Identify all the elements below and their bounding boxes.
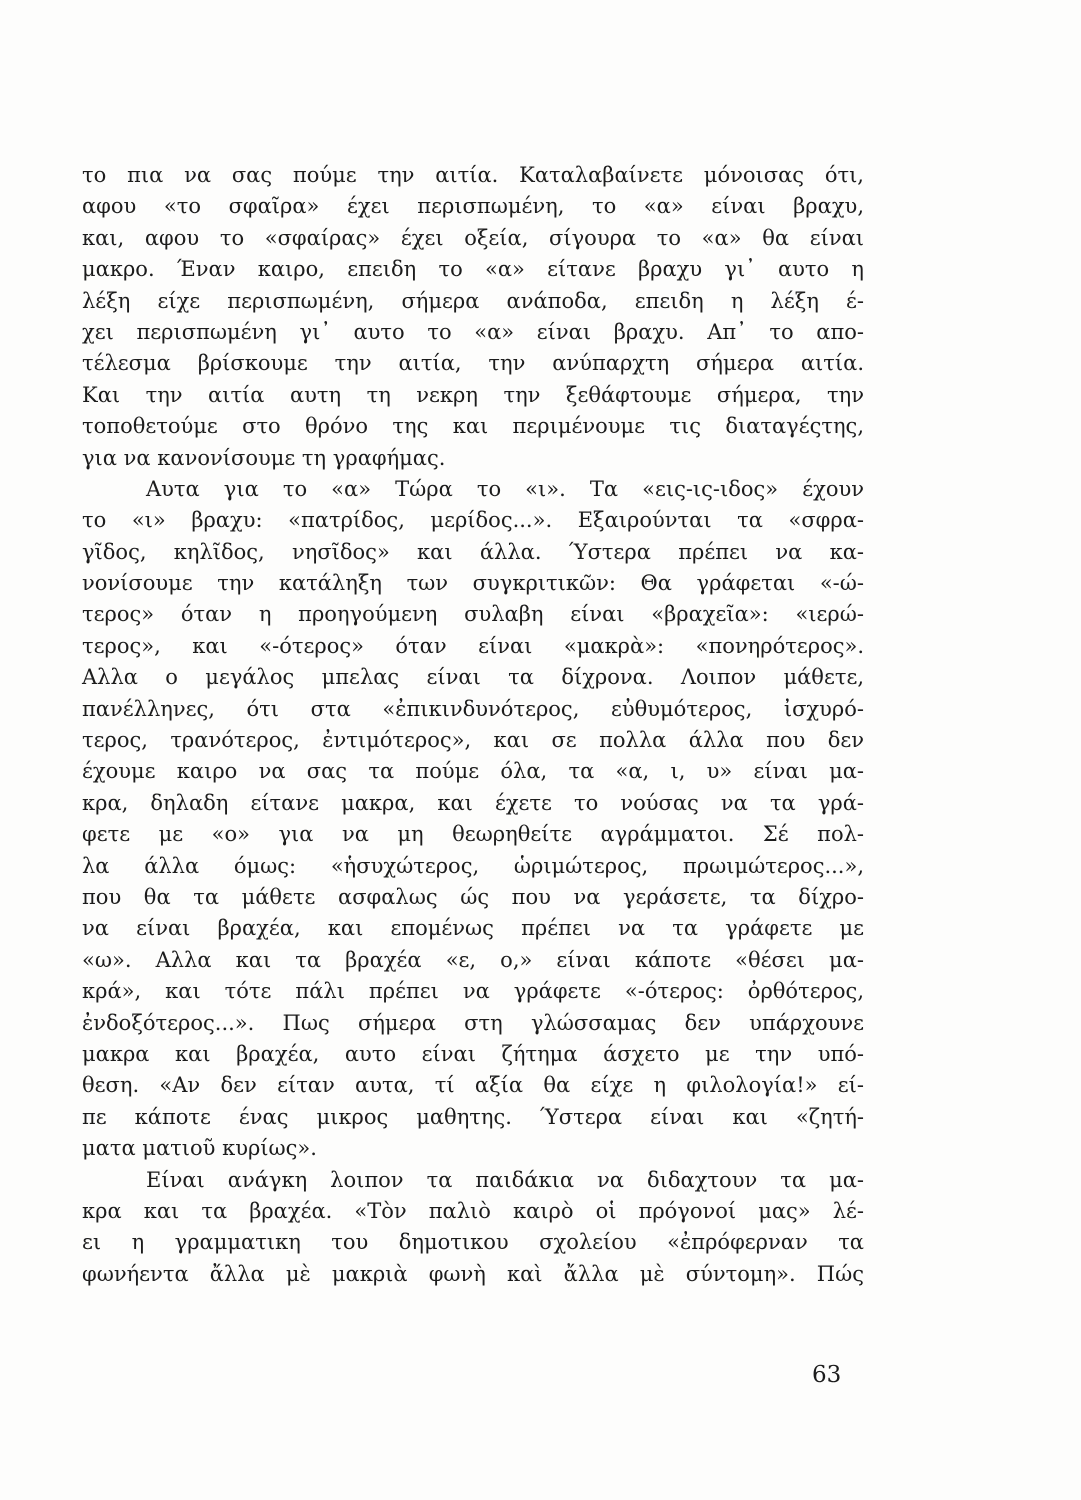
text-line: πανέλληνες, ότι στα «ἐπικινδυνότερος, εὐθυμότερος, ἰσχυρό- [82, 696, 864, 721]
text-line: το πια να σας πούμε την αιτία. Καταλαβαίνετε μόνοισας ότι, [82, 163, 864, 187]
text-line: θεση. «Αν δεν είταν αυτα, τί αξία θα είχε η φιλολογία!» εί- [82, 1073, 864, 1098]
text-line: πε κάποτε ένας μικρος μαθητης. Ύστερα είναι και «ζητή- [82, 1104, 864, 1129]
text-line: χει περισπωμένη γι᾿ αυτο το «α» είναι βραχυ. Απ᾿ το απο- [82, 319, 864, 344]
text-line: και, αφου το «σφαίρας» έχει οξεία, σίγουρα το «α» θα είναι [82, 225, 864, 250]
text-line: φετε με «ο» για να μη θεωρηθείτε αγράμματοι. Σέ πολ- [82, 822, 864, 847]
text-line: μακρα και βραχέα, αυτο είναι ζήτημα άσχετο με την υπό- [82, 1041, 864, 1066]
paragraph-start-line: Αυτα για το «α» Τώρα το «ι». Τα «εις-ις-ιδος» έχουν [146, 476, 864, 501]
text-line: λέξη είχε περισπωμένη, σήμερα ανάποδα, επειδη η λέξη έ- [82, 288, 864, 313]
text-line: κρα, δηλαδη είτανε μακρα, και έχετε το νούσας να τα γρά- [82, 790, 864, 815]
text-line: για να κανονίσουμε τη γραφήμας. [82, 445, 446, 470]
text-line: αφου «το σφαῖρα» έχει περισπωμένη, το «α» είναι βραχυ, [82, 194, 864, 219]
text-line: ματα ματιοῦ κυρίως». [82, 1136, 317, 1161]
page-number: 63 [812, 1362, 842, 1388]
text-line: Αλλα ο μεγάλος μπελας είναι τα δίχρονα. Λοιπον μάθετε, [82, 665, 864, 690]
text-line: Και την αιτία αυτη τη νεκρη την ξεθάφτουμε σήμερα, την [82, 382, 864, 407]
text-line: γῖδος, κηλῖδος, νησῖδος» και άλλα. Ύστερα πρέπει να κα- [82, 539, 864, 564]
body-text [82, 160, 864, 1290]
text-line: φωνήεντα ἄλλα μὲ μακριὰ φωνὴ καὶ ἄλλα μὲ σύντομη». Πώς [82, 1261, 864, 1286]
text-line: έχουμε καιρο να σας τα πούμε όλα, τα «α, ι, υ» είναι μα- [82, 759, 864, 784]
text-line: ἐνδοξότερος...». Πως σήμερα στη γλώσσαμας δεν υπάρχουνε [82, 1010, 864, 1035]
text-line: ει η γραμματικη του δημοτικου σχολείου «ἐπρόφερναν τα [82, 1230, 864, 1255]
text-line: «ω». Αλλα και τα βραχέα «ε, ο,» είναι κάποτε «θέσει μα- [82, 947, 864, 972]
text-line: τοποθετούμε στο θρόνο της και περιμένουμε τις διαταγέςτης, [82, 414, 864, 439]
text-line: να είναι βραχέα, και επομένως πρέπει να τα γράφετε με [82, 916, 864, 941]
text-line: κρα και τα βραχέα. «Τὸν παλιὸ καιρὸ οἱ πρόγονοί μας» λέ- [82, 1198, 864, 1223]
text-line: τέλεσμα βρίσκουμε την αιτία, την ανύπαρχτη σήμερα αιτία. [82, 351, 864, 376]
text-line: τερος, τρανότερος, ἐντιμότερος», και σε πολλα άλλα που δεν [82, 728, 864, 753]
paragraph-start-line: Είναι ανάγκη λοιπον τα παιδάκια να διδαχτουν τα μα- [146, 1167, 864, 1192]
text-line: που θα τα μάθετε ασφαλως ώς που να γεράσετε, τα δίχρο- [82, 884, 864, 909]
text-line: κρά», και τότε πάλι πρέπει να γράφετε «-ότερος: ὀρθότερος, [82, 979, 864, 1004]
text-line: νονίσουμε την κατάληξη των συγκριτικῶν: Θα γράφεται «-ώ- [82, 571, 864, 596]
text-line: λα άλλα όμως: «ἡσυχώτερος, ὡριμώτερος, πρωιμώτερος...», [82, 853, 864, 878]
text-line: μακρο. Έναν καιρο, επειδη το «α» είτανε βραχυ γι᾿ αυτο η [82, 257, 864, 282]
text-line: το «ι» βραχυ: «πατρίδος, μερίδος...». Εξαιρούνται τα «σφρα- [82, 508, 864, 533]
text-line: τερος» όταν η προηγούμενη συλαβη είναι «βραχεῖα»: «ιερώ- [82, 602, 864, 627]
text-line: τερος», και «-ότερος» όταν είναι «μακρὰ»: «πονηρότερος». [82, 633, 864, 658]
